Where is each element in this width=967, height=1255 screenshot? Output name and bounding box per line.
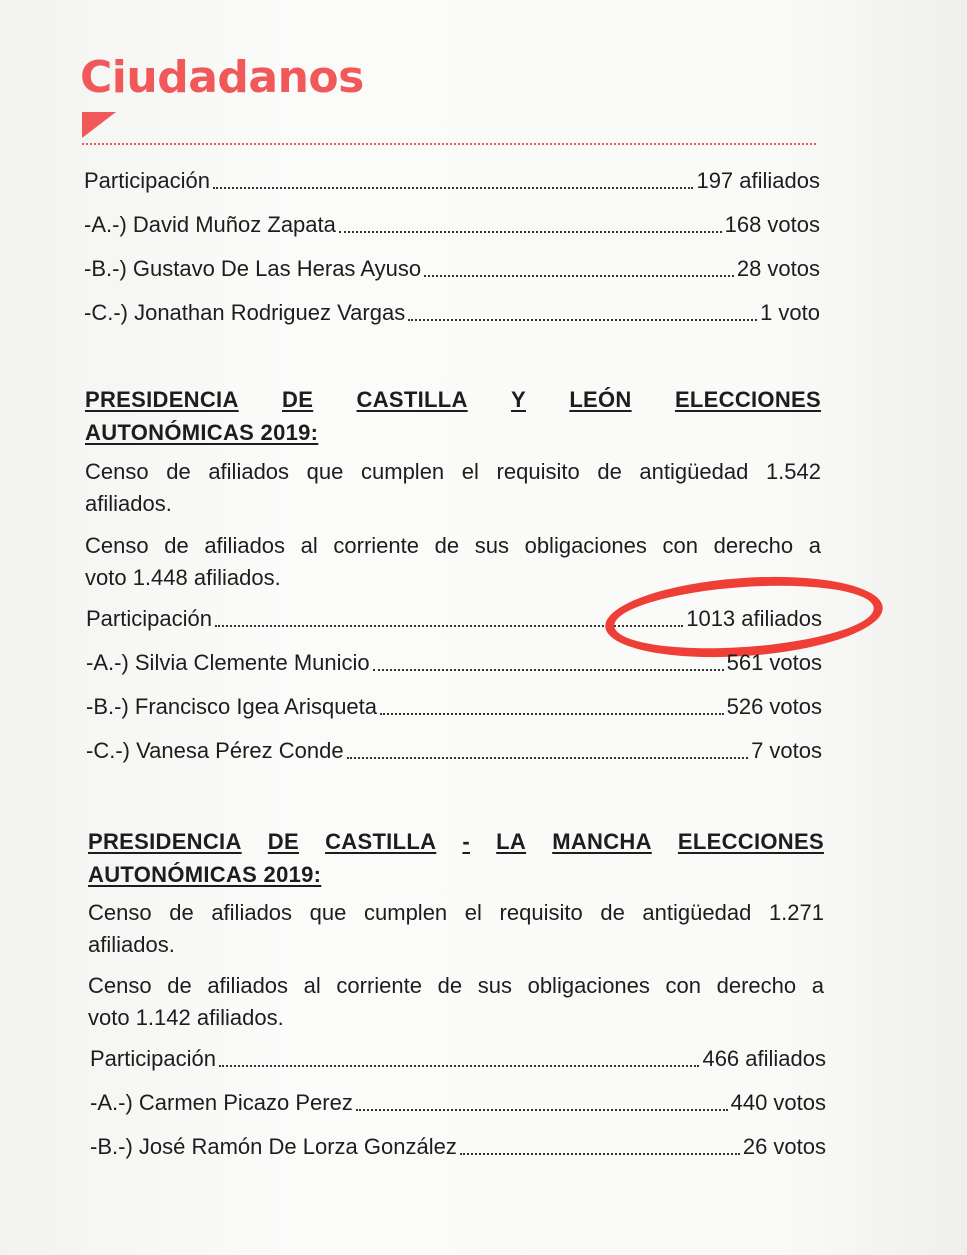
leader-dots	[213, 186, 694, 189]
heading-line-2: AUTONÓMICAS 2019:	[85, 420, 319, 445]
para-line: Censo de afiliados al corriente de sus obligaciones con derecho a	[85, 533, 821, 558]
line-label: Participación	[86, 606, 212, 631]
candidate-line	[84, 256, 820, 282]
line-label: Participación	[90, 1046, 216, 1071]
candidate-line	[90, 1134, 826, 1160]
candidate-votes: 561 votos	[726, 650, 822, 675]
candidate-votes: 440 votos	[730, 1090, 826, 1115]
para-line: voto 1.142 afiliados.	[88, 1005, 284, 1030]
heading-line-1: PRESIDENCIA DE CASTILLA Y LEÓN ELECCIONES	[85, 387, 821, 412]
para-line: voto 1.448 afiliados.	[85, 565, 281, 590]
para-line: afiliados.	[88, 932, 175, 957]
ciudadanos-logo: Ciudadanos	[80, 52, 364, 103]
leader-dots	[460, 1152, 740, 1155]
para-line: Censo de afiliados que cumplen el requisito de antigüedad 1.271	[88, 900, 824, 925]
section-heading	[85, 383, 821, 449]
leader-dots	[347, 756, 748, 759]
header-divider	[82, 143, 816, 145]
section-heading	[88, 825, 824, 891]
candidate-votes: 26 votos	[742, 1134, 826, 1159]
candidate-votes: 1 voto	[760, 300, 820, 325]
line-label: Participación	[84, 168, 210, 193]
leader-dots	[356, 1108, 728, 1111]
para-line: afiliados.	[85, 491, 172, 516]
line-value: 1013 afiliados	[686, 606, 822, 631]
census-antiguedad	[85, 456, 821, 520]
participation-line	[90, 1046, 826, 1072]
heading-line-2: AUTONÓMICAS 2019:	[88, 862, 322, 887]
leader-dots	[424, 274, 734, 277]
candidate-name: -B.-) José Ramón De Lorza González	[90, 1134, 457, 1159]
candidate-line	[84, 300, 820, 326]
candidate-name: -C.-) Jonathan Rodriguez Vargas	[84, 300, 406, 325]
candidate-line	[90, 1090, 826, 1116]
candidate-name: -C.-) Vanesa Pérez Conde	[86, 738, 344, 763]
para-line: Censo de afiliados al corriente de sus obligaciones con derecho a	[88, 973, 824, 998]
leader-dots	[219, 1064, 700, 1067]
leader-dots	[408, 318, 757, 321]
line-value: 466 afiliados	[702, 1046, 826, 1071]
leader-dots	[380, 712, 724, 715]
leader-dots	[339, 230, 722, 233]
logo-triangle-icon	[82, 112, 116, 138]
census-antiguedad	[88, 897, 824, 961]
heading-line-1: PRESIDENCIA DE CASTILLA - LA MANCHA ELECCIONES	[88, 829, 824, 854]
census-voto	[88, 970, 824, 1034]
candidate-name: -A.-) David Muñoz Zapata	[84, 212, 336, 237]
candidate-line	[86, 738, 822, 764]
candidate-votes: 526 votos	[726, 694, 822, 719]
line-value: 197 afiliados	[696, 168, 820, 193]
candidate-line	[86, 694, 822, 720]
participation-line	[84, 168, 820, 194]
candidate-line	[86, 650, 822, 676]
candidate-name: -A.-) Carmen Picazo Perez	[90, 1090, 353, 1115]
candidate-votes: 168 votos	[724, 212, 820, 237]
candidate-name: -B.-) Gustavo De Las Heras Ayuso	[84, 256, 422, 281]
candidate-votes: 7 votos	[751, 738, 822, 763]
candidate-name: -B.-) Francisco Igea Arisqueta	[86, 694, 378, 719]
para-line: Censo de afiliados que cumplen el requisito de antigüedad 1.542	[85, 459, 821, 484]
candidate-line	[84, 212, 820, 238]
leader-dots	[373, 668, 724, 671]
candidate-name: -A.-) Silvia Clemente Municio	[86, 650, 370, 675]
candidate-votes: 28 votos	[736, 256, 820, 281]
